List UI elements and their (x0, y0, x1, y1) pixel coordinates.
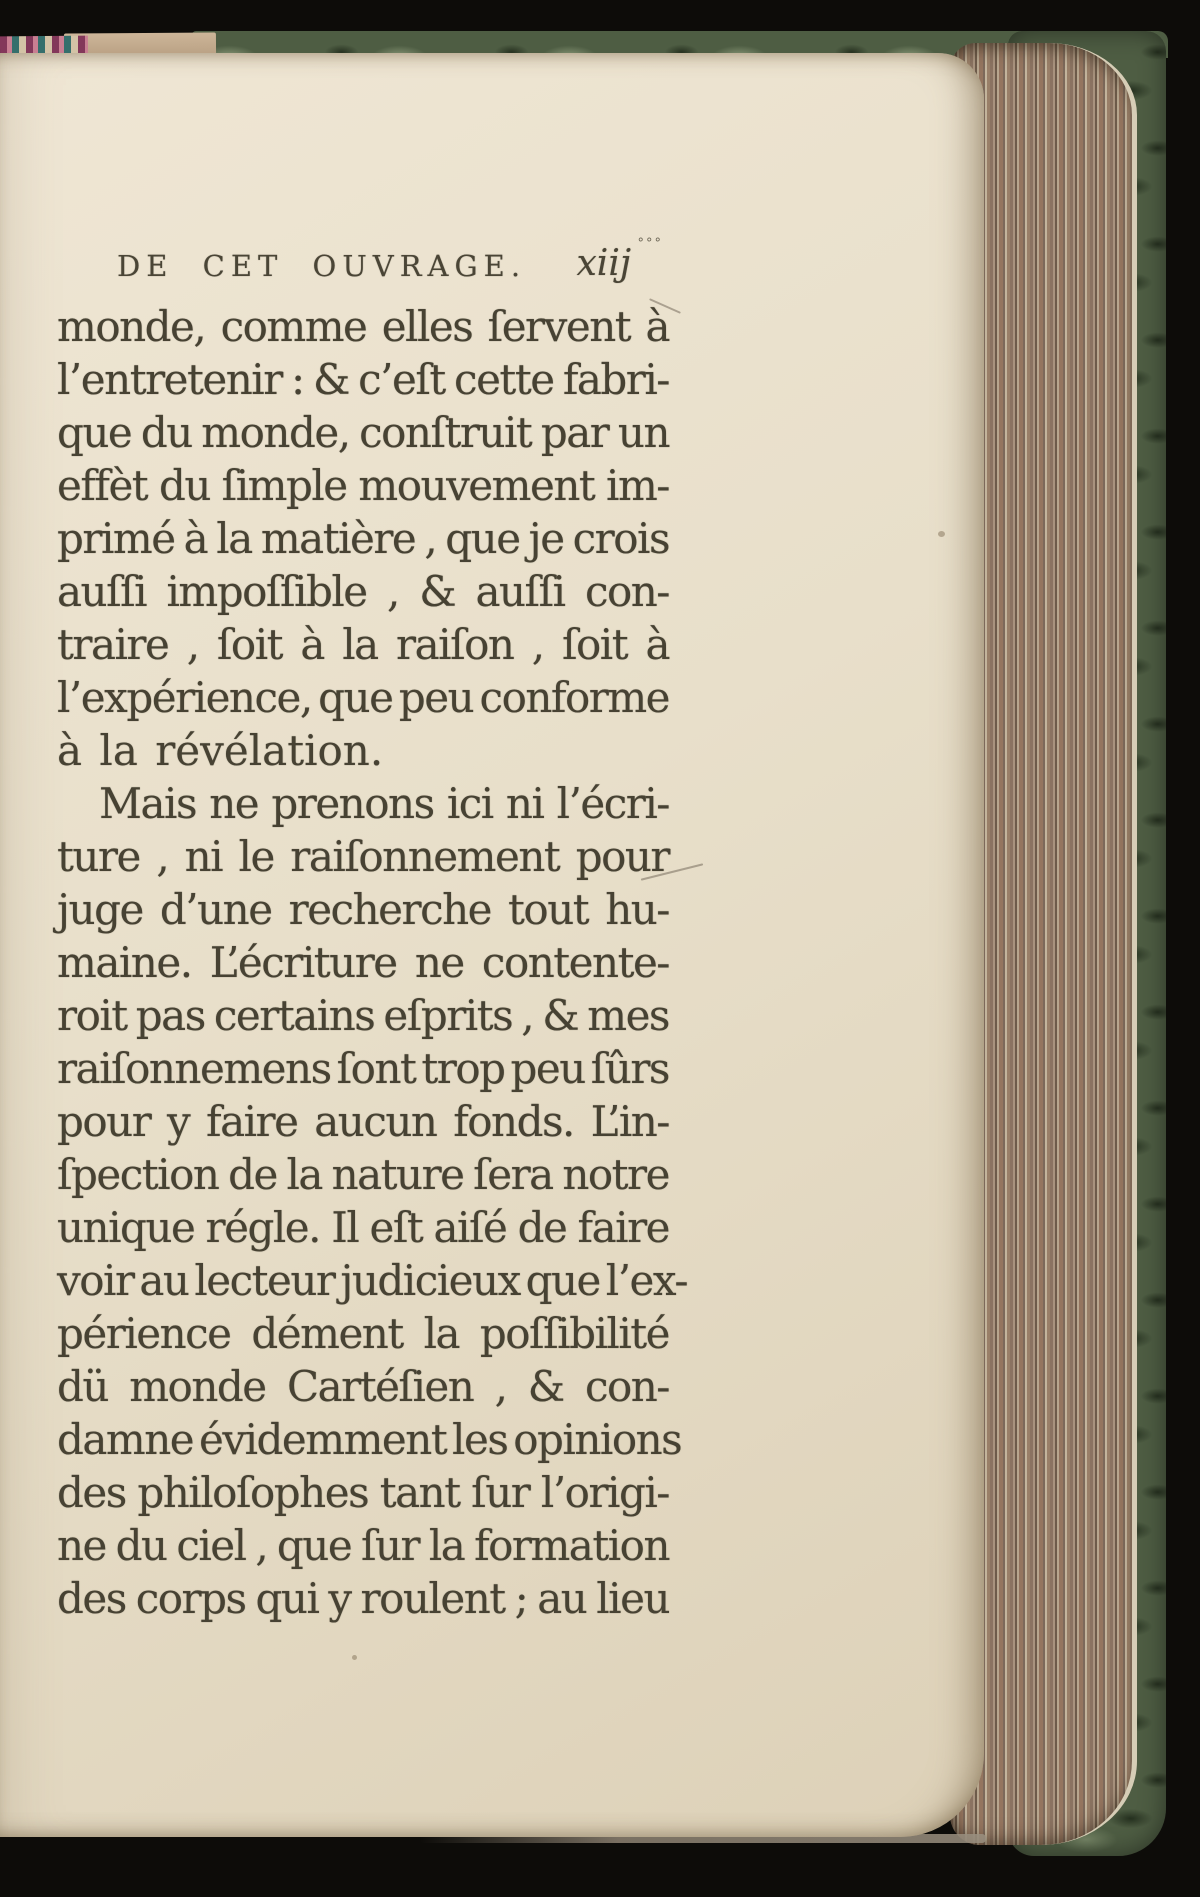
text-line: l’expérience, que peu conforme (57, 673, 669, 722)
body-text (57, 300, 688, 1625)
text-line: effèt du ſimple mouvement im- (57, 461, 669, 510)
text-line: à la révélation. (57, 726, 384, 775)
text-line: Mais ne prenons ici ni l’écri- (99, 779, 669, 828)
text-line: unique régle. Il eſt aiſé de faire (57, 1203, 669, 1252)
text-line: traire , ſoit à la raiſon , ſoit à (57, 620, 669, 669)
text-line: juge d’une recherche tout hu- (57, 885, 669, 934)
text-line: roit pas certains eſprits , & mes (57, 991, 669, 1040)
text-line: périence dément la poſſibilité (57, 1309, 669, 1358)
text-line: damne évidemment les opinions (57, 1415, 682, 1464)
header-title: DE CET OUVRAGE. (117, 249, 527, 283)
book-page (0, 53, 984, 1837)
text-line: ne du ciel , que ſur la formation (57, 1521, 669, 1570)
page-number: xiij (576, 243, 631, 284)
text-line: maine. L’écriture ne contente- (57, 938, 669, 987)
page-number-ink-marks: °°° (637, 236, 663, 251)
paper-speck (938, 531, 945, 537)
text-line: auſſi impoſſible , & auſſi con- (57, 567, 669, 616)
text-line: monde, comme elles ſervent à (57, 302, 669, 351)
text-line: que du monde, conſtruit par un (57, 408, 669, 457)
text-line: des philoſophes tant ſur l’origi- (57, 1468, 669, 1517)
text-line: ſpection de la nature ſera notre (57, 1150, 669, 1199)
text-line: dü monde Cartéſien , & con- (57, 1362, 669, 1411)
text-line: primé à la matière , que je crois (57, 514, 669, 563)
text-line: des corps qui y roulent ; au lieu (57, 1574, 669, 1623)
running-header (57, 236, 669, 289)
text-line: ture , ni le raiſonnement pour (57, 832, 669, 881)
text-line: raiſonnemens ſont trop peu ſûrs (57, 1044, 669, 1093)
text-line: voir au lecteur judicieux que l’ex- (57, 1256, 688, 1305)
text-line: l’entretenir : & c’eſt cette fabri- (57, 355, 669, 404)
paper-speck (352, 1655, 357, 1660)
text-line: pour y faire aucun fonds. L’in- (57, 1097, 669, 1146)
